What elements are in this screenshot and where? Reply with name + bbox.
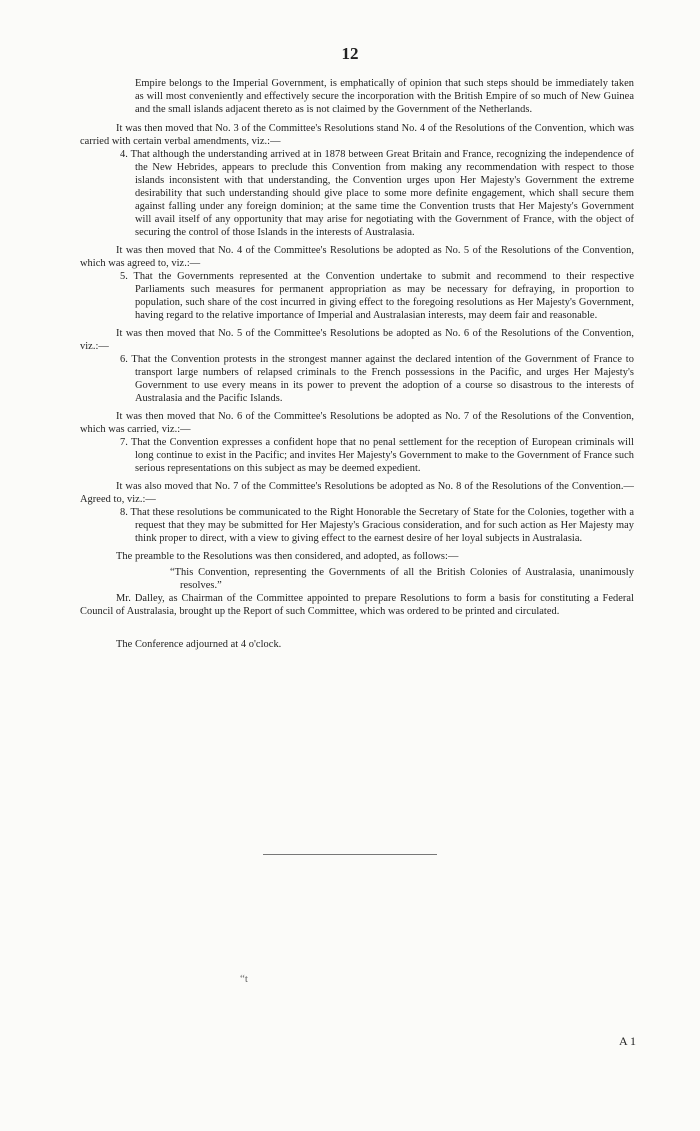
paragraph-federal-council: Mr. Dalley, as Chairman of the Committee appointed to prepare Resolutions to form a basis for constituting a Federal Council of Australasia, brought up the Report of such Committee, which was ordered to be printed and circulated.: [80, 593, 634, 617]
paragraph-motion-resolution-8: It was also moved that No. 7 of the Committee's Resolutions be adopted as No. 8 of the Resolutions of the Convention.—Agreed to, viz.:—: [80, 481, 634, 505]
resolution-8: 8. That these resolutions be communicated to the Right Honorable the Secretary of State for the Colonies, together with a request that they may be submitted for Her Majesty's Gracious consideration, and for such action as Her Majesty may think proper to direct, with a view to giving effect to the earnest desire of her loyal subjects in Australasia.: [120, 507, 634, 544]
page-number: 12: [341, 44, 359, 63]
paragraph-motion-resolution-4: It was then moved that No. 3 of the Committee's Resolutions stand No. 4 of the Resolutions of the Convention, which was carried with certain verbal amendments, viz.:—: [80, 123, 634, 147]
body-text: [80, 77, 634, 651]
resolution-5: 5. That the Governments represented at the Convention undertake to submit and recommend to their respective Parliaments such measures for permanent appropriation as may be necessary for defraying, in proportion to population, such share of the cost incurred in giving effect to the foregoing resolutions as Her Majesty's Government, having regard to the relative importance of Imperial and Australasian interests, may deem fair and reasonable.: [120, 271, 634, 321]
resolution-6: 6. That the Convention protests in the strongest manner against the declared intention of the Government of France to transport large numbers of relapsed criminals to the French possessions in the Pacific, and urges Her Majesty's Government to use every means in its power to prevent the adoption of a course so disastrous to the interests of Australasia and the Pacific Islands.: [120, 354, 634, 404]
resolution-4: 4. That although the understanding arrived at in 1878 between Great Britain and France, recognizing the independence of the New Hebrides, appears to preclude this Convention from making any recommendation with respect to those islands inconsistent with that understanding, the Convention urges upon Her Majesty's Government the extreme desirability that such understanding should give place to some more definite engagement, which shall secure them against falling under any foreign dominion; at the same time the Convention trusts that Her Majesty's Government will avail itself of any opportunity that may arise for negotiating with the Government of France, with the object of securing the control of those Islands in the interests of Australasia.: [120, 149, 634, 238]
section-divider: [263, 854, 437, 855]
stray-mark: “t: [240, 973, 248, 985]
resolution-7: 7. That the Convention expresses a confident hope that no penal settlement for the reception of European criminals will long continue to exist in the Pacific; and invites Her Majesty's Government to make to the Government of France such serious representations on this subject as may be deemed expedient.: [120, 437, 634, 474]
catchword: A 1: [618, 1034, 636, 1048]
paragraph-motion-resolution-5: It was then moved that No. 4 of the Committee's Resolutions be adopted as No. 5 of the Resolutions of the Convention, which was agreed to, viz.:—: [80, 245, 634, 269]
paragraph-motion-resolution-6: It was then moved that No. 5 of the Committee's Resolutions be adopted as No. 6 of the Resolutions of the Convention, viz.:—: [80, 328, 634, 352]
paragraph-adjournment: The Conference adjourned at 4 o'clock.: [116, 639, 282, 650]
paragraph-motion-resolution-7: It was then moved that No. 6 of the Committee's Resolutions be adopted as No. 7 of the Resolutions of the Convention, which was carried, viz.:—: [80, 411, 634, 435]
paragraph-continuation: Empire belongs to the Imperial Government, is emphatically of opinion that such steps should be immediately taken as will most conveniently and effectively secure the incorporation with the British Empire of so much of New Guinea and the small islands adjacent thereto as is not claimed by the Government of the Netherlands.: [135, 78, 634, 115]
preamble-quote: “This Convention, representing the Governments of all the British Colonies of Australasia, unanimously resolves.”: [170, 567, 634, 591]
paragraph-preamble: The preamble to the Resolutions was then considered, and adopted, as follows:—: [116, 551, 459, 562]
